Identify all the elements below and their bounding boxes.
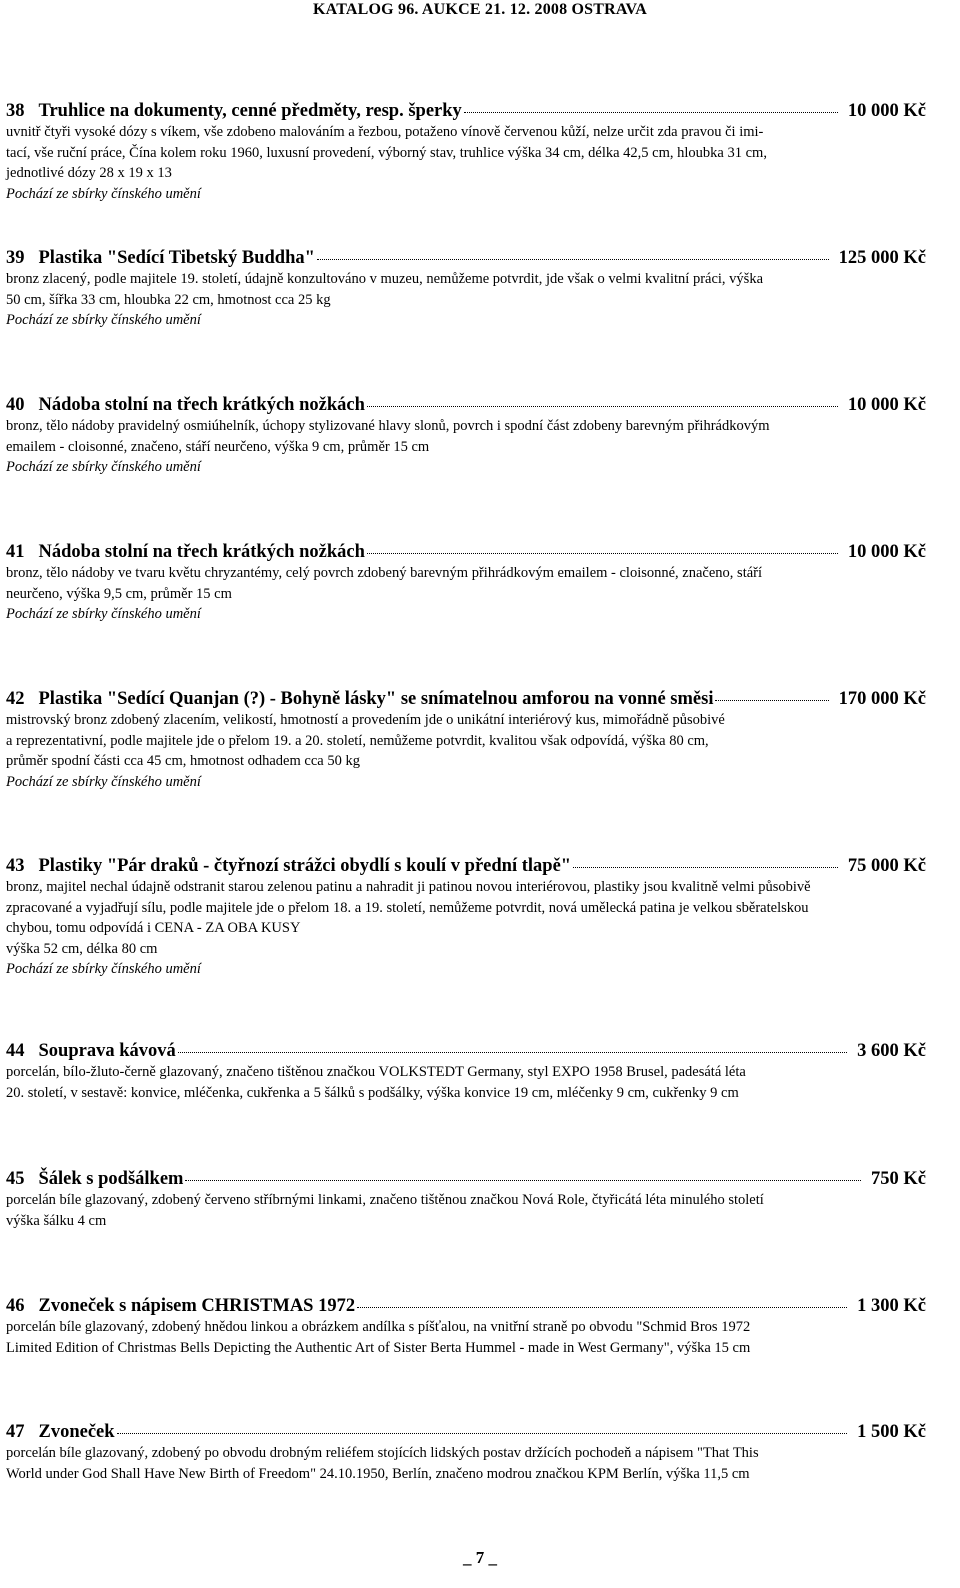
item-price: 750 Kč: [871, 1169, 926, 1189]
item-description: [6, 1062, 926, 1103]
description-line: 20. století, v sestavě: konvice, mléčenka, cukřenka a 5 šálků s podšálky, výška konvice 19 cm, mléčenky 9 cm, cukřenky 9 cm: [6, 1084, 739, 1101]
catalog-item: [6, 688, 926, 792]
item-provenance: Pochází ze sbírky čínského umění: [6, 606, 201, 622]
item-number: 39: [6, 248, 25, 268]
item-title: Plastika "Sedící Tibetský Buddha": [38, 248, 315, 268]
description-line: průměr spodní části cca 45 cm, hmotnost odhadem cca 50 kg: [6, 753, 360, 769]
item-number: 43: [6, 856, 25, 876]
catalog-header: KATALOG 96. AUKCE 21. 12. 2008 OSTRAVA: [312, 1, 648, 18]
description-line: zpracované a vyjadřují sílu, podle majitele jde o přelom 18. a 19. století, nemůžeme potvrdit, nová umělecká patina je velkou sběratelskou: [6, 899, 809, 916]
dot-leader: [367, 553, 838, 554]
description-line: výška 52 cm, délka 80 cm: [6, 940, 158, 957]
catalog-item: [6, 855, 926, 980]
item-price: 1 500 Kč: [857, 1422, 926, 1442]
dot-leader: [185, 1180, 861, 1181]
item-price: 125 000 Kč: [838, 248, 926, 268]
item-title: Plastiky "Pár draků - čtyřnozí strážci obydlí s koulí v přední tlapě": [38, 856, 572, 876]
item-number: 41: [6, 542, 25, 562]
item-price: 3 600 Kč: [857, 1041, 926, 1061]
description-line: chybou, tomu odpovídá i CENA - ZA OBA KUSY: [6, 920, 301, 936]
item-title: Zvoneček s nápisem CHRISTMAS 1972: [38, 1296, 356, 1316]
item-title-row: [6, 394, 926, 416]
catalog-item: [6, 247, 926, 331]
item-number: 40: [6, 395, 25, 415]
item-description: [6, 122, 926, 184]
item-title-row: [6, 247, 926, 269]
description-line: 50 cm, šířka 33 cm, hloubka 22 cm, hmotnost cca 25 kg: [6, 291, 331, 308]
description-line: jednotlivé dózy 28 x 19 x 13: [6, 165, 172, 181]
description-line: porcelán bíle glazovaný, zdobený hnědou linkou a obrázkem andílka s píšťalou, na vnitřní straně po obvodu "Schmid Bros 1972: [6, 1319, 751, 1335]
item-title: Souprava kávová: [38, 1041, 176, 1061]
catalog-item: [6, 1040, 926, 1103]
item-title-row: [6, 688, 926, 710]
item-provenance: Pochází ze sbírky čínského umění: [6, 961, 201, 977]
description-line: bronz zlacený, podle majitele 19. století, údajně konzultováno v muzeu, nemůžeme potvrdit, jde však o velmi kvalitní práci, výška: [6, 271, 764, 287]
item-description: [6, 1190, 926, 1231]
item-number: 44: [6, 1041, 25, 1061]
item-provenance: Pochází ze sbírky čínského umění: [6, 312, 201, 328]
item-price: 10 000 Kč: [847, 542, 926, 562]
dot-leader: [178, 1052, 847, 1053]
item-description: [6, 563, 926, 604]
item-description: [6, 710, 926, 772]
dot-leader: [464, 112, 838, 113]
description-line: World under God Shall Have New Birth of Freedom" 24.10.1950, Berlín, značeno modrou značkou KPM Berlín, výška 11,5 cm: [6, 1465, 750, 1482]
description-line: tací, vše ruční práce, Čína kolem roku 1960, luxusní provedení, výborný stav, truhlice výška 34 cm, délka 42,5 cm, hloubka 31 cm,: [6, 144, 767, 161]
description-line: mistrovský bronz zdobený zlacením, velikostí, hmotností a provedením jde o unikátní interiérový kus, mimořádně působivé: [6, 712, 725, 728]
dot-leader: [357, 1307, 847, 1308]
item-title: Zvoneček: [38, 1422, 115, 1442]
item-title-row: [6, 1168, 926, 1190]
item-provenance: Pochází ze sbírky čínského umění: [6, 773, 201, 790]
description-line: uvnitř čtyři vysoké dózy s víkem, vše zdobeno malováním a řezbou, potaženo vínově červenou kůží, nelze určit zda pravou či imi-: [6, 124, 764, 140]
item-price: 10 000 Kč: [847, 101, 926, 121]
description-line: výška šálku 4 cm: [6, 1212, 107, 1229]
dot-leader: [715, 700, 828, 701]
description-line: bronz, tělo nádoby pravidelný osmiúhelník, úchopy stylizované hlavy slonů, povrch i spodní část zdobeny barevným přihrádkovým: [6, 418, 770, 434]
description-line: porcelán bíle glazovaný, zdobený po obvodu drobným reliéfem stojících lidských postav držících pochodeň a nápisem "That This: [6, 1445, 759, 1461]
catalog-item: [6, 394, 926, 478]
item-price: 10 000 Kč: [847, 395, 926, 415]
item-number: 47: [6, 1422, 25, 1442]
description-line: bronz, majitel nechal údajně odstranit starou zelenou patinu a nahradit ji patinou novou interiérovou, plastiky jsou kvalitně velmi působivě: [6, 879, 811, 895]
dot-leader: [367, 406, 838, 407]
description-line: porcelán bíle glazovaný, zdobený červeno stříbrnými linkami, značeno tištěnou značkou Nová Role, čtyřicátá léta minulého století: [6, 1192, 764, 1208]
item-title-row: [6, 100, 926, 122]
dot-leader: [317, 259, 829, 260]
item-price: 75 000 Kč: [847, 856, 926, 876]
item-provenance: Pochází ze sbírky čínského umění: [6, 459, 201, 475]
item-number: 42: [6, 689, 25, 709]
dot-leader: [573, 867, 838, 868]
description-line: bronz, tělo nádoby ve tvaru květu chryzantémy, celý povrch zdobený barevným přihrádkovým emailem - cloisonné, značeno, stáří: [6, 565, 763, 581]
description-line: neurčeno, výška 9,5 cm, průměr 15 cm: [6, 585, 232, 602]
description-line: porcelán, bílo-žluto-černě glazovaný, značeno tištěnou značkou VOLKSTEDT Germany, styl EXPO 1958 Brusel, padesátá léta: [6, 1064, 746, 1080]
item-description: [6, 269, 926, 310]
catalog-item: [6, 100, 926, 204]
catalog-item: [6, 1168, 926, 1231]
description-line: emailem - cloisonné, značeno, stáří neurčeno, výška 9 cm, průměr 15 cm: [6, 438, 430, 455]
item-description: [6, 416, 926, 457]
item-title-row: [6, 1421, 926, 1443]
item-title-row: [6, 541, 926, 563]
item-title-row: [6, 1040, 926, 1062]
item-title: Truhlice na dokumenty, cenné předměty, resp. šperky: [38, 101, 462, 121]
description-line: a reprezentativní, podle majitele jde o přelom 19. a 20. století, nemůžeme potvrdit, kvalitou však odpovídá, výška 80 cm,: [6, 732, 709, 749]
item-price: 170 000 Kč: [838, 689, 926, 709]
item-description: [6, 1443, 926, 1484]
catalog-item: [6, 1295, 926, 1358]
item-price: 1 300 Kč: [857, 1296, 926, 1316]
dot-leader: [117, 1433, 848, 1434]
item-title: Plastika "Sedící Quanjan (?) - Bohyně lásky" se snímatelnou amforou na vonné směsi: [38, 689, 714, 709]
item-provenance: Pochází ze sbírky čínského umění: [6, 185, 201, 202]
item-number: 45: [6, 1169, 25, 1189]
item-description: [6, 1317, 926, 1358]
item-title: Šálek s podšálkem: [38, 1169, 184, 1189]
item-description: [6, 877, 926, 959]
item-title-row: [6, 855, 926, 877]
item-title: Nádoba stolní na třech krátkých nožkách: [38, 542, 365, 562]
description-line: Limited Edition of Christmas Bells Depicting the Authentic Art of Sister Berta Hummel - made in West Germany", výška 15 cm: [6, 1339, 751, 1356]
item-number: 38: [6, 101, 25, 121]
page-number: _ 7 _: [463, 1548, 497, 1567]
catalog-item: [6, 1421, 926, 1484]
item-title: Nádoba stolní na třech krátkých nožkách: [38, 395, 365, 415]
item-title-row: [6, 1295, 926, 1317]
item-number: 46: [6, 1296, 25, 1316]
catalog-item: [6, 541, 926, 625]
